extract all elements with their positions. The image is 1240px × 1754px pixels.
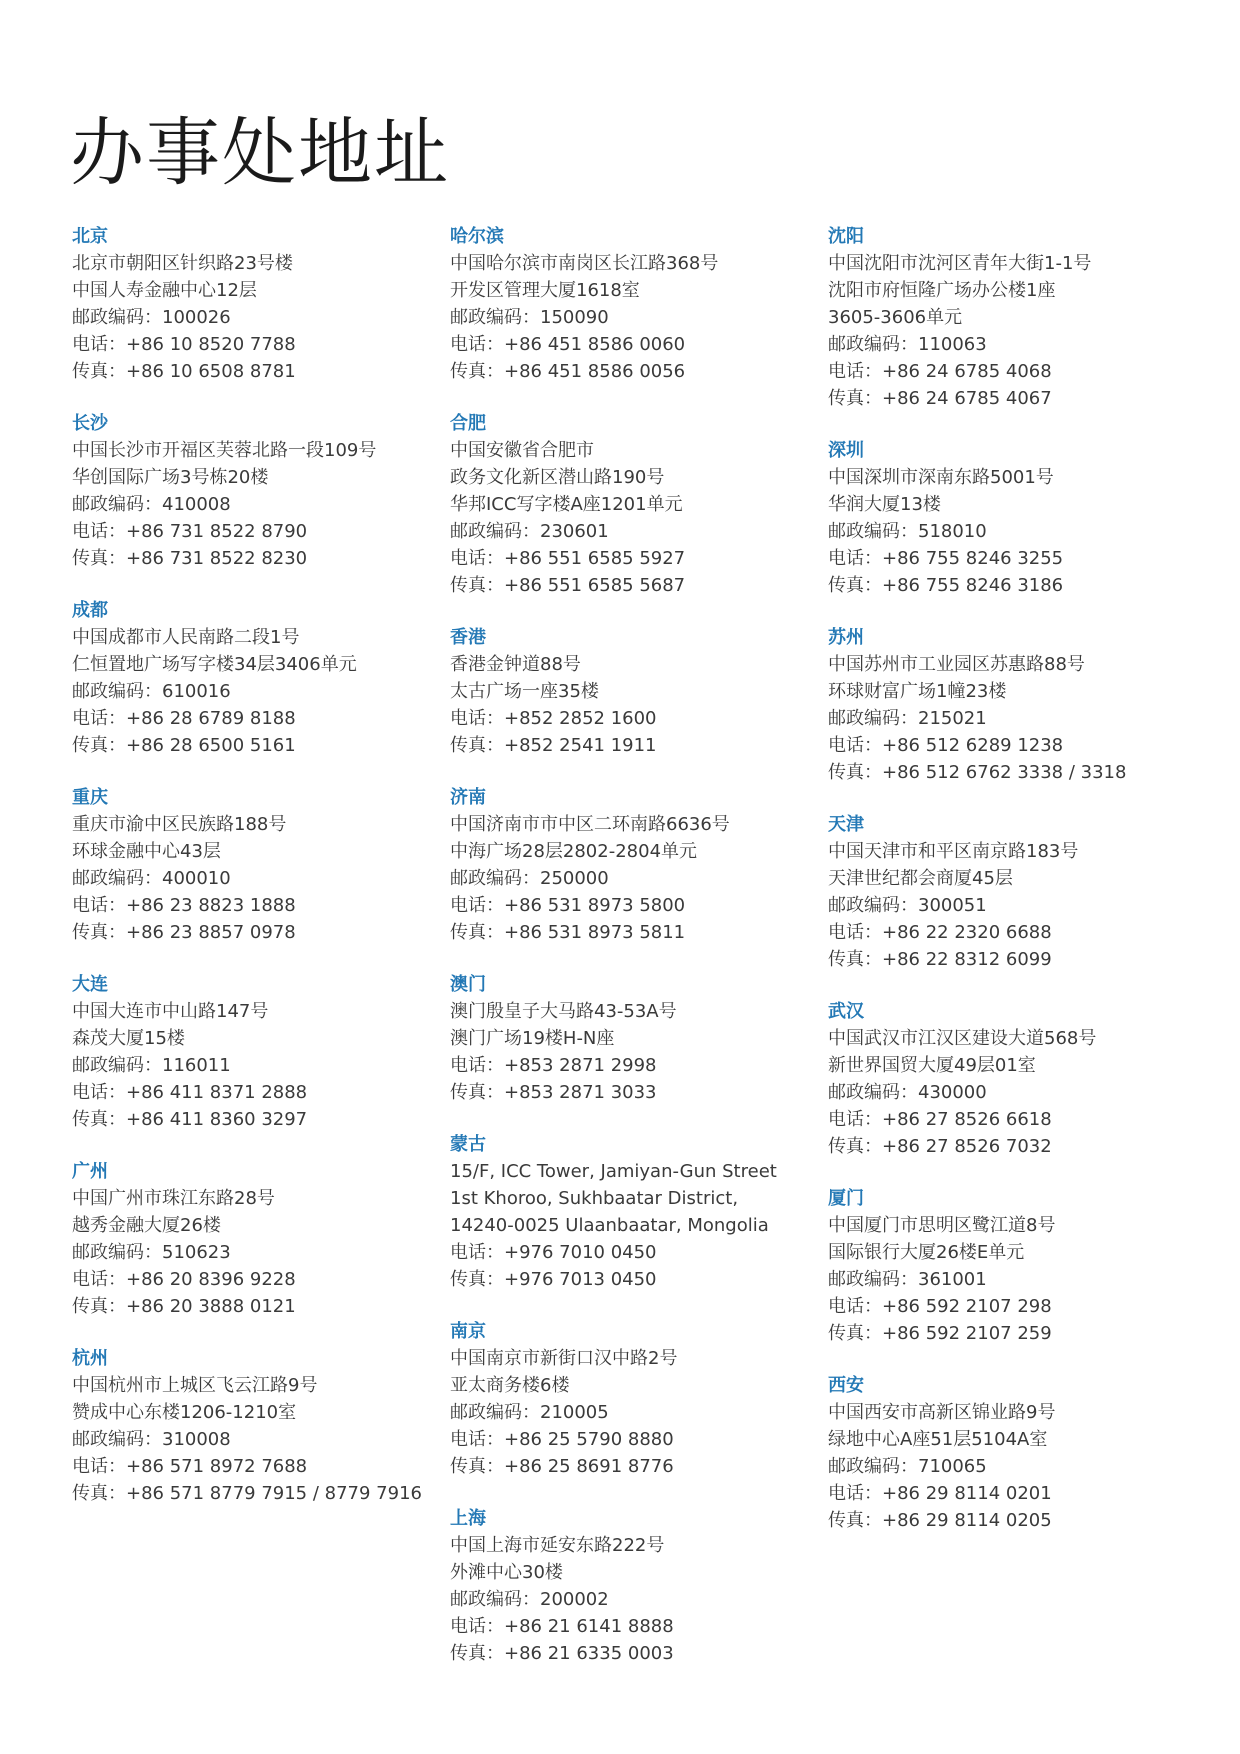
- office-detail-line: 香港金钟道88号: [450, 654, 581, 675]
- office-detail-line: 开发区管理大厦1618室: [450, 280, 640, 301]
- office-detail-line: 澳门殷皇子大马路43-53A号: [450, 1001, 677, 1022]
- office-detail-line: 电话：+86 551 6585 5927: [450, 548, 686, 569]
- office-detail-line: 亚太商务楼6楼: [450, 1375, 570, 1396]
- office-detail-line: 新世界国贸大厦49层01室: [828, 1055, 1036, 1076]
- office-block: [450, 971, 810, 1106]
- office-detail-line: 邮政编码：610016: [72, 681, 231, 702]
- office-detail-line: 赞成中心东楼1206-1210室: [72, 1402, 297, 1423]
- office-detail-line: 北京市朝阳区针织路23号楼: [72, 253, 293, 274]
- office-detail-line: 传真：+86 25 8691 8776: [450, 1456, 674, 1477]
- office-city: 蒙古: [450, 1134, 486, 1155]
- office-detail-line: 澳门广场19楼H-N座: [450, 1028, 615, 1049]
- office-detail-line: 邮政编码：400010: [72, 868, 231, 889]
- office-detail-line: 中国苏州市工业园区苏惠路88号: [828, 654, 1085, 675]
- office-detail-line: 中国长沙市开福区芙蓉北路一段109号: [72, 440, 377, 461]
- office-detail-line: 电话：+86 451 8586 0060: [450, 334, 686, 355]
- office-detail-line: 电话：+86 21 6141 8888: [450, 1616, 674, 1637]
- office-column-3: [828, 223, 1208, 1559]
- office-detail-line: 邮政编码：110063: [828, 334, 987, 355]
- office-detail-line: 环球财富广场1幢23楼: [828, 681, 1007, 702]
- office-detail-line: 电话：+86 28 6789 8188: [72, 708, 296, 729]
- office-detail-line: 电话：+86 411 8371 2888: [72, 1082, 308, 1103]
- office-city: 武汉: [828, 1001, 864, 1022]
- office-detail-line: 华润大厦13楼: [828, 494, 941, 515]
- office-detail-line: 传真：+86 571 8779 7915 / 8779 7916: [72, 1483, 422, 1504]
- office-block: [72, 597, 432, 759]
- office-city: 澳门: [450, 974, 486, 995]
- office-detail-line: 传真：+86 24 6785 4067: [828, 388, 1052, 409]
- office-detail-line: 14240-0025 Ulaanbaatar, Mongolia: [450, 1215, 769, 1236]
- office-detail-line: 中国安徽省合肥市: [450, 440, 594, 461]
- office-detail-line: 电话：+86 27 8526 6618: [828, 1109, 1052, 1130]
- office-detail-line: 中国武汉市江汉区建设大道568号: [828, 1028, 1097, 1049]
- office-detail-line: 邮政编码：410008: [72, 494, 231, 515]
- office-detail-line: 中海广场28层2802-2804单元: [450, 841, 698, 862]
- office-block: [72, 971, 432, 1133]
- office-detail-line: 中国天津市和平区南京路183号: [828, 841, 1079, 862]
- office-detail-line: 中国沈阳市沈河区青年大街1-1号: [828, 253, 1092, 274]
- office-detail-line: 重庆市渝中区民族路188号: [72, 814, 287, 835]
- office-detail-line: 越秀金融大厦26楼: [72, 1215, 221, 1236]
- office-detail-line: 邮政编码：430000: [828, 1082, 987, 1103]
- office-detail-line: 电话：+86 23 8823 1888: [72, 895, 296, 916]
- office-city: 北京: [72, 226, 108, 247]
- office-detail-line: 邮政编码：116011: [72, 1055, 231, 1076]
- office-detail-line: 传真：+86 22 8312 6099: [828, 949, 1052, 970]
- office-detail-line: 中国西安市高新区锦业路9号: [828, 1402, 1056, 1423]
- office-city: 沈阳: [828, 226, 864, 247]
- office-detail-line: 中国哈尔滨市南岗区长江路368号: [450, 253, 719, 274]
- office-detail-line: 中国杭州市上城区飞云江路9号: [72, 1375, 318, 1396]
- office-city: 南京: [450, 1321, 486, 1342]
- office-detail-line: 传真：+86 20 3888 0121: [72, 1296, 296, 1317]
- office-block: [828, 223, 1208, 412]
- office-detail-line: 传真：+86 27 8526 7032: [828, 1136, 1052, 1157]
- office-detail-line: 电话：+976 7010 0450: [450, 1242, 657, 1263]
- office-detail-line: 传真：+852 2541 1911: [450, 735, 657, 756]
- office-block: [72, 1345, 432, 1507]
- office-detail-line: 传真：+86 551 6585 5687: [450, 575, 686, 596]
- page-title: 办事处地址: [70, 110, 450, 196]
- office-city: 西安: [828, 1375, 864, 1396]
- office-block: [450, 1131, 810, 1293]
- office-detail-line: 邮政编码：200002: [450, 1589, 609, 1610]
- office-detail-line: 电话：+86 24 6785 4068: [828, 361, 1052, 382]
- office-detail-line: 电话：+86 29 8114 0201: [828, 1483, 1052, 1504]
- office-detail-line: 电话：+86 731 8522 8790: [72, 521, 308, 542]
- office-detail-line: 中国济南市市中区二环南路6636号: [450, 814, 730, 835]
- office-detail-line: 传真：+86 531 8973 5811: [450, 922, 686, 943]
- office-detail-line: 传真：+86 451 8586 0056: [450, 361, 686, 382]
- office-city: 天津: [828, 814, 864, 835]
- office-block: [450, 223, 810, 385]
- office-block: [828, 624, 1208, 786]
- office-detail-line: 华邦ICC写字楼A座1201单元: [450, 494, 683, 515]
- office-detail-line: 邮政编码：100026: [72, 307, 231, 328]
- office-city: 大连: [72, 974, 108, 995]
- office-block: [828, 1372, 1208, 1534]
- office-detail-line: 邮政编码：230601: [450, 521, 609, 542]
- office-detail-line: 传真：+976 7013 0450: [450, 1269, 657, 1290]
- office-detail-line: 邮政编码：300051: [828, 895, 987, 916]
- office-detail-line: 电话：+86 571 8972 7688: [72, 1456, 308, 1477]
- office-detail-line: 电话：+86 592 2107 298: [828, 1296, 1052, 1317]
- office-detail-line: 电话：+86 25 5790 8880: [450, 1429, 674, 1450]
- office-detail-line: 邮政编码：510623: [72, 1242, 231, 1263]
- office-detail-line: 邮政编码：250000: [450, 868, 609, 889]
- office-detail-line: 仁恒置地广场写字楼34层3406单元: [72, 654, 357, 675]
- office-detail-line: 传真：+86 21 6335 0003: [450, 1643, 674, 1664]
- office-block: [72, 1158, 432, 1320]
- office-detail-line: 电话：+86 22 2320 6688: [828, 922, 1052, 943]
- office-detail-line: 15/F, ICC Tower, Jamiyan-Gun Street: [450, 1161, 777, 1182]
- office-city: 深圳: [828, 440, 864, 461]
- office-detail-line: 传真：+86 411 8360 3297: [72, 1109, 308, 1130]
- office-detail-line: 邮政编码：310008: [72, 1429, 231, 1450]
- office-block: [828, 1185, 1208, 1347]
- office-detail-line: 华创国际广场3号栋20楼: [72, 467, 269, 488]
- office-detail-line: 政务文化新区潜山路190号: [450, 467, 665, 488]
- office-block: [72, 223, 432, 385]
- office-detail-line: 绿地中心A座51层5104A室: [828, 1429, 1048, 1450]
- office-detail-line: 邮政编码：150090: [450, 307, 609, 328]
- office-detail-line: 邮政编码：361001: [828, 1269, 987, 1290]
- office-detail-line: 天津世纪都会商厦45层: [828, 868, 1013, 889]
- office-block: [72, 784, 432, 946]
- office-detail-line: 1st Khoroo, Sukhbaatar District,: [450, 1188, 739, 1209]
- office-detail-line: 国际银行大厦26楼E单元: [828, 1242, 1025, 1263]
- office-detail-line: 邮政编码：710065: [828, 1456, 987, 1477]
- office-block: [828, 998, 1208, 1160]
- office-city: 杭州: [72, 1348, 108, 1369]
- office-detail-line: 传真：+86 28 6500 5161: [72, 735, 296, 756]
- office-detail-line: 传真：+86 23 8857 0978: [72, 922, 296, 943]
- office-detail-line: 传真：+86 512 6762 3338 / 3318: [828, 762, 1127, 783]
- office-city: 香港: [450, 627, 486, 648]
- office-column-2: [450, 223, 810, 1692]
- office-detail-line: 电话：+86 10 8520 7788: [72, 334, 296, 355]
- office-detail-line: 环球金融中心43层: [72, 841, 221, 862]
- office-city: 长沙: [72, 413, 108, 434]
- office-column-1: [72, 223, 432, 1532]
- office-detail-line: 森茂大厦15楼: [72, 1028, 185, 1049]
- office-city: 哈尔滨: [450, 226, 504, 247]
- office-detail-line: 电话：+86 531 8973 5800: [450, 895, 686, 916]
- office-detail-line: 传真：+86 10 6508 8781: [72, 361, 296, 382]
- office-detail-line: 中国南京市新街口汉中路2号: [450, 1348, 678, 1369]
- office-detail-line: 中国上海市延安东路222号: [450, 1535, 665, 1556]
- office-detail-line: 传真：+86 755 8246 3186: [828, 575, 1064, 596]
- office-detail-line: 电话：+853 2871 2998: [450, 1055, 657, 1076]
- office-city: 苏州: [828, 627, 864, 648]
- office-detail-line: 传真：+853 2871 3033: [450, 1082, 657, 1103]
- office-detail-line: 太古广场一座35楼: [450, 681, 599, 702]
- office-detail-line: 电话：+86 512 6289 1238: [828, 735, 1064, 756]
- office-detail-line: 传真：+86 731 8522 8230: [72, 548, 308, 569]
- office-block: [450, 1318, 810, 1480]
- office-detail-line: 中国成都市人民南路二段1号: [72, 627, 300, 648]
- office-detail-line: 传真：+86 29 8114 0205: [828, 1510, 1052, 1531]
- office-detail-line: 电话：+86 20 8396 9228: [72, 1269, 296, 1290]
- office-detail-line: 传真：+86 592 2107 259: [828, 1323, 1052, 1344]
- office-detail-line: 沈阳市府恒隆广场办公楼1座: [828, 280, 1056, 301]
- office-block: [450, 1505, 810, 1667]
- office-city: 上海: [450, 1508, 486, 1529]
- office-detail-line: 3605-3606单元: [828, 307, 963, 328]
- office-city: 广州: [72, 1161, 108, 1182]
- office-city: 重庆: [72, 787, 108, 808]
- office-city: 合肥: [450, 413, 486, 434]
- office-block: [828, 437, 1208, 599]
- office-block: [828, 811, 1208, 973]
- office-block: [72, 410, 432, 572]
- office-detail-line: 中国大连市中山路147号: [72, 1001, 269, 1022]
- office-detail-line: 中国深圳市深南东路5001号: [828, 467, 1054, 488]
- office-detail-line: 中国广州市珠江东路28号: [72, 1188, 275, 1209]
- office-detail-line: 中国厦门市思明区鹭江道8号: [828, 1215, 1056, 1236]
- office-city: 厦门: [828, 1188, 864, 1209]
- office-city: 济南: [450, 787, 486, 808]
- office-city: 成都: [72, 600, 108, 621]
- office-detail-line: 邮政编码：210005: [450, 1402, 609, 1423]
- office-block: [450, 784, 810, 946]
- office-detail-line: 中国人寿金融中心12层: [72, 280, 257, 301]
- office-detail-line: 电话：+852 2852 1600: [450, 708, 657, 729]
- office-detail-line: 外滩中心30楼: [450, 1562, 563, 1583]
- office-block: [450, 410, 810, 599]
- office-detail-line: 邮政编码：518010: [828, 521, 987, 542]
- office-detail-line: 邮政编码：215021: [828, 708, 987, 729]
- office-block: [450, 624, 810, 759]
- office-detail-line: 电话：+86 755 8246 3255: [828, 548, 1064, 569]
